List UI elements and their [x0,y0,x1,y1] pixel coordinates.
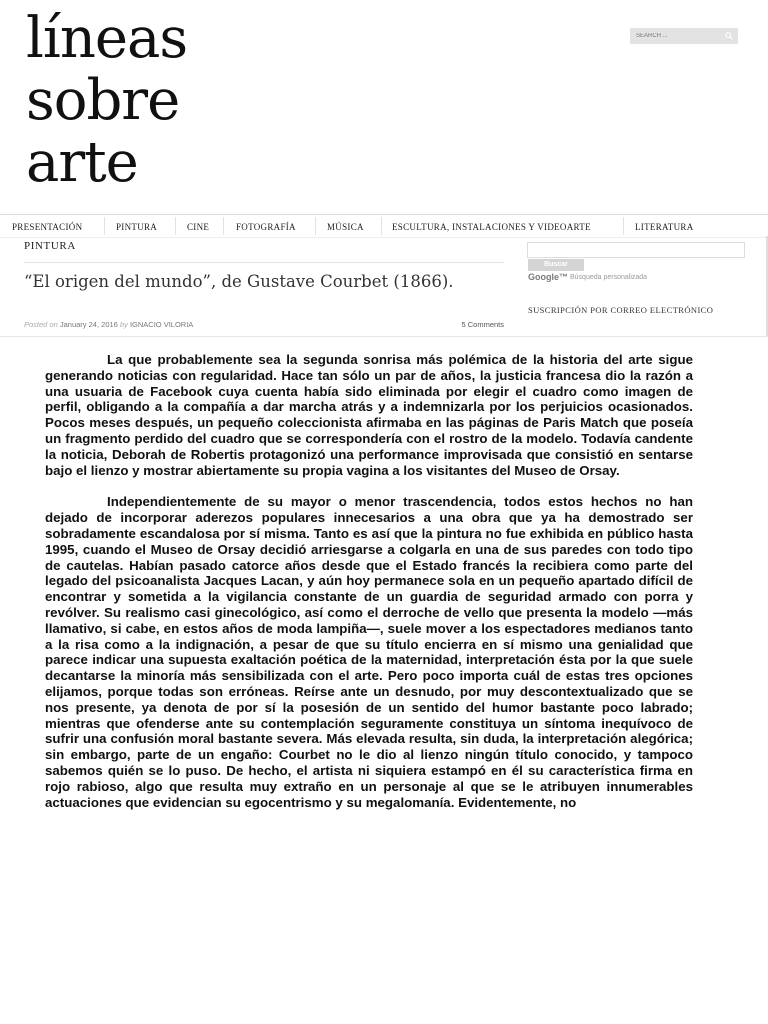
by-label: by [119,320,128,329]
nav-item-presentacion[interactable]: PRESENTACIÓN [12,222,83,232]
paragraph: La que probablemente sea la segunda sonrisa más polémica de la historia del arte sigue generando noticias con regularidad. Hace tan sólo un par de años, la justicia francesa dio la razón a una usuaria de Facebook cuya cuenta había sido eliminada por elegir el cuadro como imagen de perfil, obligando a la compañía a dar marcha atrás y a indemnizarla por los perjuicios ocasionados. Pocos meses después, un pequeño coleccionista afirmaba en las páginas de Paris Match que poseía un fragmento perdido del cuadro que se correspondería con el rostro de la modelo. Todavía candente la noticia, Deborah de Robertis protagonizó una performance improvisada que consistió en sentarse bajo el lienzo y mostrar abiertamente su propia vagina a los visitantes del Museo de Orsay. [45,352,693,478]
nav-divider [381,217,382,235]
comments-link[interactable]: 5 Comments [461,320,504,329]
nav-item-escultura[interactable]: ESCULTURA, INSTALACIONES Y VIDEOARTE [392,222,591,232]
nav-divider [104,217,105,235]
nav-item-literatura[interactable]: LITERATURA [635,222,694,232]
post-category[interactable]: PINTURA [24,240,76,252]
nav-item-musica[interactable]: MÚSICA [327,222,364,232]
nav-divider [623,217,624,235]
post-meta [24,320,504,329]
subscription-title: SUSCRIPCIÓN POR CORREO ELECTRÓNICO [528,305,714,315]
main-nav [0,214,768,238]
divider [0,336,768,337]
header-search [630,28,738,44]
logo-line: arte [26,130,138,195]
post-date[interactable]: January 24, 2016 [59,320,118,329]
search-button[interactable]: Buscar [528,259,584,271]
custom-search-label: Búsqueda personalizada [570,273,648,281]
logo-line: líneas [26,6,188,71]
site-logo[interactable] [26,8,187,194]
nav-divider [223,217,224,235]
post-title: “El origen del mundo”, de Gustave Courbet (1866). [24,272,454,291]
divider [24,262,504,263]
custom-search-input[interactable] [527,242,745,258]
nav-divider [175,217,176,235]
post-author[interactable]: IGNACIO VILORIA [129,320,194,329]
posted-on-label: Posted on [24,320,58,329]
google-logo: Google™ [528,272,568,282]
search-icon[interactable] [722,29,736,43]
paragraph: Independientemente de su mayor o menor trascendencia, todos estos hechos no han dejado de incorporar aderezos populares innecesarios a una obra que ya ha demostrado ser sobradamente escandalosa por sí misma. Tanto es así que la pintura no fue exhibida en público hasta 1995, cuando el Museo de Orsay decidió arriesgarse a colgarla en una de sus paredes con todo tipo de cautelas. Habían pasado catorce años desde que el Estado francés la recibiera como parte del legado del psicoanalista Jacques Lacan, y aún hoy permanece sola en un pequeño apartado difícil de encontrar y sometida a la vigilancia constante de un guardia de seguridad armado con porra y revólver. Su realismo casi ginecológico, así como el derroche de vello que presenta la modelo —más llamativo, si cabe, en estos años de moda lampiña—, suele mover a los espectadores medianos tanto a la risa como a la indignación, a pesar de que su título encierra en sí mismo una genialidad que parece indicar una supuesta exaltación poética de la maternidad, interpretación ésta por la que suele decantarse la minoría más sensibilizada con el arte. Pero poco importa cuál de estas tres opciones elijamos, porque todas son erróneas. Reírse ante un desnudo, por muy descontextualizado que se nos presente, ya denota de por sí la posesión de un sentido del humor bastante poco labrado; mientras que ofenderse ante su contemplación seguramente constituya un síntoma inequívoco de sufrir una confusión moral bastante severa. Más elevada resulta, sin duda, la interpretación alegórica; sin embargo, parte de un engaño: Courbet no le dio al lienzo ningún título conocido, y tampoco sabemos quién se lo puso. De hecho, el artista ni siquiera estampó en él su característica firma en rojo rabioso, algo que resulta muy extraño en un personaje al que se le atribuyen innumerables actuaciones que evidencian su egocentrismo y su megalomanía. Evidentemente, no [45,494,693,810]
search-input[interactable] [630,29,722,43]
nav-item-fotografia[interactable]: FOTOGRAFÍA [236,222,296,232]
google-custom-search [528,272,647,282]
article-body [45,352,693,826]
nav-item-pintura[interactable]: PINTURA [116,222,158,232]
nav-divider [315,217,316,235]
logo-line: sobre [26,68,180,133]
nav-item-cine[interactable]: CINE [187,222,210,232]
